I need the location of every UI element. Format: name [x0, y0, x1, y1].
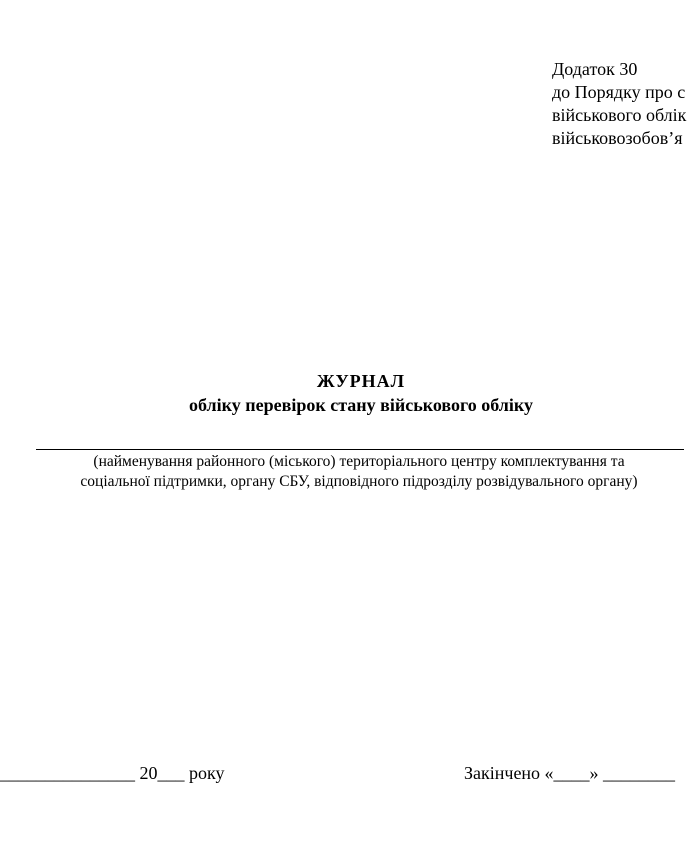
annex-line: до Порядку про с [552, 82, 686, 102]
organization-name-fill-line [36, 449, 684, 450]
end-date-line: Закінчено «____» ________ [464, 763, 676, 783]
document-title: ЖУРНАЛ [316, 371, 406, 391]
caption-line: (найменування районного (міського) територіального центру комплектування та [93, 453, 625, 470]
organization-name-caption [0, 452, 700, 492]
annex-number: Додаток 30 [552, 59, 638, 79]
document-title-block [0, 370, 700, 416]
annex-line: військовозобов’я [552, 128, 683, 148]
annex-line: військового облік [552, 105, 687, 125]
document-subtitle: обліку перевірок стану військового обліку [188, 395, 534, 415]
caption-line: соціальної підтримки, органу СБУ, відповідного підрозділу розвідувального органу) [80, 473, 638, 490]
annex-reference [552, 58, 686, 150]
start-date-line: _______________ 20___ року [0, 763, 225, 783]
